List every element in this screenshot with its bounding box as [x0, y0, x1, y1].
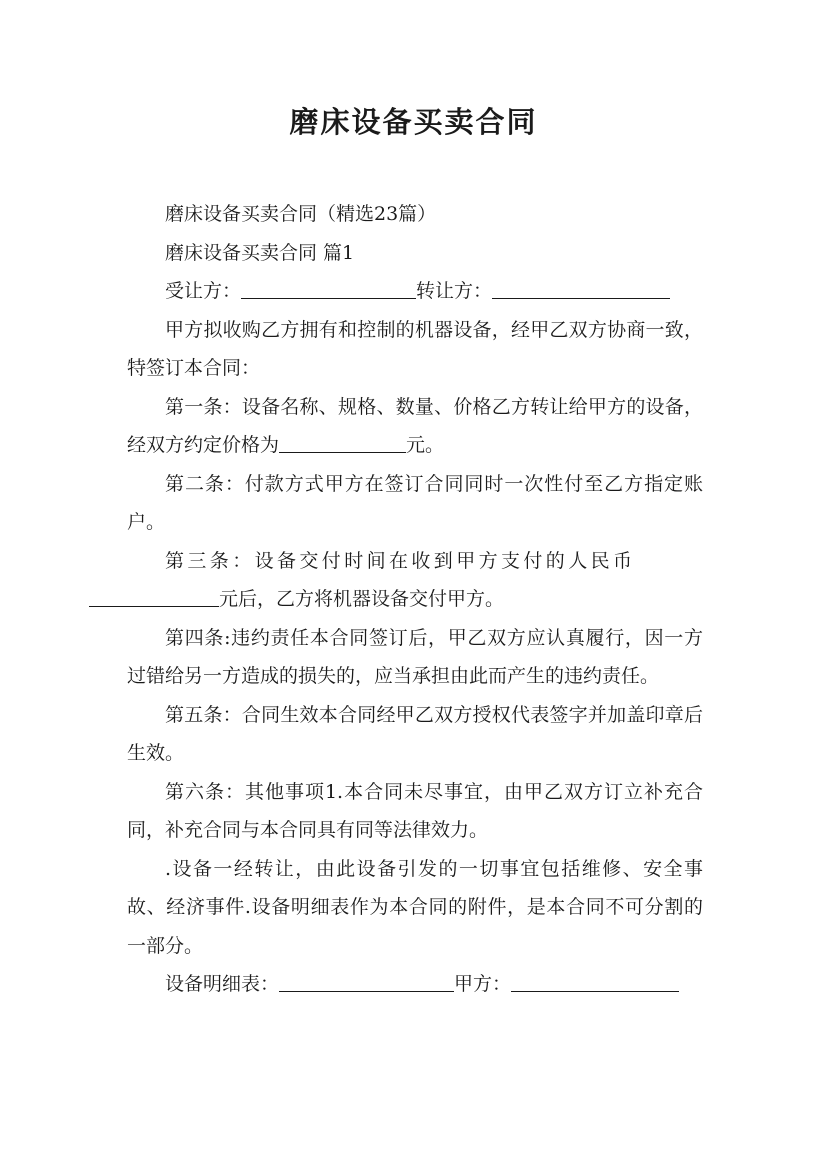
article-1 — [127, 388, 703, 465]
footer-line — [127, 965, 703, 1004]
equipment-list-blank — [279, 971, 454, 992]
article-1-unit: 元。 — [406, 434, 445, 456]
equipment-list-label: 设备明细表： — [165, 973, 280, 995]
buyer-blank — [241, 278, 416, 299]
price-blank — [279, 432, 406, 453]
subtitle-line: 磨床设备买卖合同（精选23篇） — [165, 203, 437, 225]
article-4: 第四条:违约责任本合同签订后，甲乙双方应认真履行，因一方过错给另一方造成的损失的，应当承担由此而产生的违约责任。 — [127, 626, 703, 687]
party-a-blank — [511, 971, 679, 992]
intro-paragraph: 甲方拟收购乙方拥有和控制的机器设备，经甲乙双方协商一致，特签订本合同： — [127, 318, 703, 379]
article-1-text: 第一条：设备名称、规格、数量、价格乙方转让给甲方的设备，经双方约定价格为 — [127, 395, 703, 456]
article-3 — [127, 542, 703, 619]
parties-line — [127, 272, 703, 311]
article-2: 第二条：付款方式甲方在签订合同同时一次性付至乙方指定账户。 — [127, 472, 703, 533]
party-a-label: 甲方： — [454, 973, 512, 995]
seller-label: 转让方： — [416, 280, 493, 302]
buyer-label: 受让方： — [165, 280, 242, 302]
document-body — [127, 195, 703, 1004]
article-5: 第五条：合同生效本合同经甲乙双方授权代表签字并加盖印章后生效。 — [127, 703, 703, 764]
document-title: 磨床设备买卖合同 — [289, 105, 538, 139]
article-3-tail: 元后，乙方将机器设备交付甲方。 — [219, 588, 505, 610]
article-6-continued: .设备一经转让，由此设备引发的一切事宜包括维修、安全事故、经济事件.设备明细表作为本合同的附件，是本合同不可分割的一部分。 — [127, 857, 703, 957]
rmb-amount-blank — [89, 586, 219, 607]
section-heading: 磨床设备买卖合同 篇1 — [165, 241, 355, 264]
seller-blank — [492, 278, 670, 299]
article-3-text: 第三条：设备交付时间在收到甲方支付的人民币 — [165, 549, 636, 572]
article-6: 第六条：其他事项1.本合同未尽事宜，由甲乙双方订立补充合同，补充合同与本合同具有同等法律效力。 — [127, 780, 703, 841]
